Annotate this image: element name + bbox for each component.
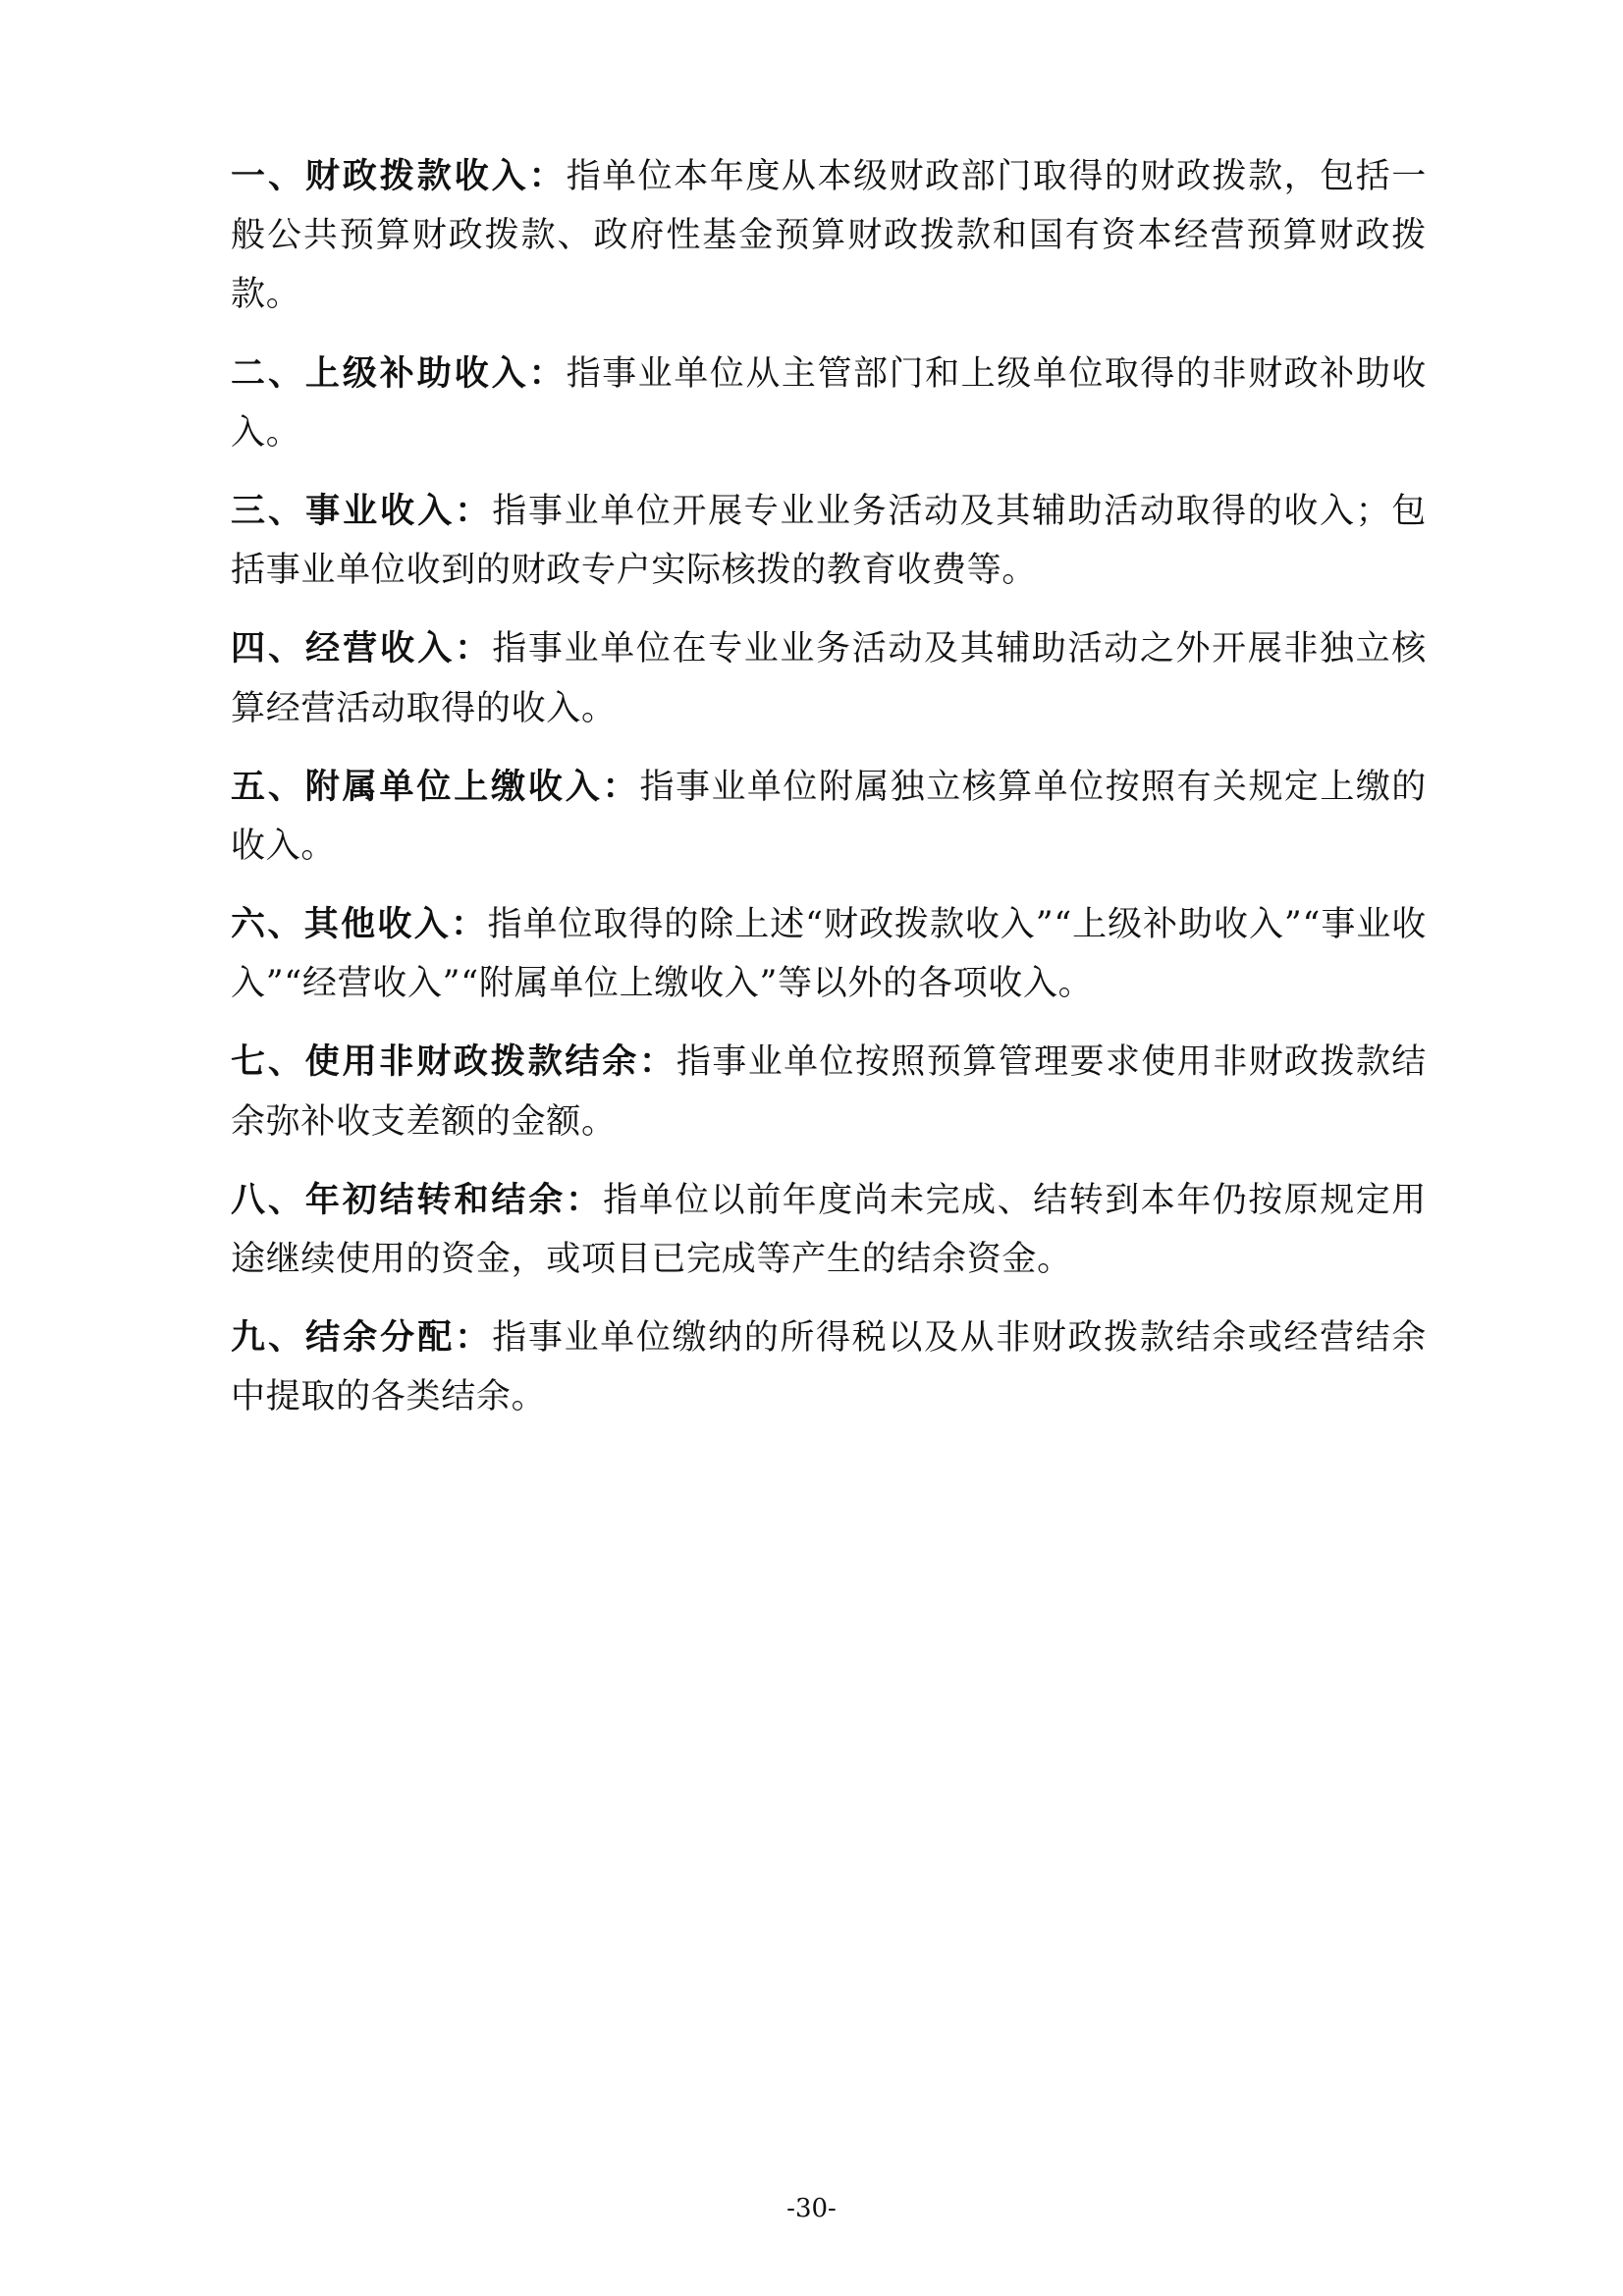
paragraph-1-lead: 一、财政拨款收入： bbox=[231, 156, 567, 196]
paragraph-7-lead: 七、使用非财政拨款结余： bbox=[231, 1041, 676, 1083]
paragraph-9-lead: 九、结余分配： bbox=[231, 1317, 493, 1359]
paragraph-3-lead: 三、事业收入： bbox=[231, 490, 493, 531]
paragraph-5 bbox=[231, 758, 1427, 876]
paragraph-7 bbox=[231, 1033, 1427, 1150]
paragraph-2-text: 指事业单位从主管部门和上级单位取得的非财政补助收入。 bbox=[231, 353, 1427, 453]
paragraph-3-text: 指事业单位开展专业业务活动及其辅助活动取得的收入；包括事业单位收到的财政专户实际核拨的教育收费等。 bbox=[231, 491, 1428, 591]
paragraph-6-text: 指单位取得的除上述“财政拨款收入”“上级补助收入”“事业收入”“经营收入”“附属单位上缴收入”等以外的各项收入。 bbox=[231, 905, 1427, 1004]
paragraph-4-lead: 四、经营收入： bbox=[231, 628, 493, 669]
paragraph-2-lead: 二、上级补助收入： bbox=[231, 352, 567, 394]
paragraph-5-lead: 五、附属单位上缴收入： bbox=[231, 766, 640, 807]
paragraph-1-text: 指单位本年度从本级财政部门取得的财政拨款，包括一般公共预算财政拨款、政府性基金预算财政拨款和国有资本经营预算财政拨款。 bbox=[231, 157, 1427, 315]
page-number: -30- bbox=[786, 2194, 837, 2223]
paragraph-8-lead: 八、年初结转和结余： bbox=[231, 1179, 604, 1220]
paragraph-9 bbox=[231, 1308, 1427, 1426]
paragraph-6 bbox=[231, 895, 1427, 1013]
paragraph-9-text: 指事业单位缴纳的所得税以及从非财政拨款结余或经营结余中提取的各类结余。 bbox=[231, 1318, 1428, 1417]
paragraph-3 bbox=[231, 482, 1427, 600]
paragraph-2 bbox=[231, 345, 1427, 462]
paragraph-6-lead: 六、其他收入： bbox=[231, 904, 488, 945]
paragraph-5-text: 指事业单位附属独立核算单位按照有关规定上缴的收入。 bbox=[231, 767, 1428, 866]
paragraph-4 bbox=[231, 619, 1427, 737]
paragraph-7-text: 指事业单位按照预算管理要求使用非财政拨款结余弥补收支差额的金额。 bbox=[231, 1042, 1428, 1142]
paragraph-4-text: 指事业单位在专业业务活动及其辅助活动之外开展非独立核算经营活动取得的收入。 bbox=[231, 629, 1428, 728]
paragraph-8-text: 指单位以前年度尚未完成、结转到本年仍按原规定用途继续使用的资金，或项目已完成等产生的结余资金。 bbox=[231, 1180, 1427, 1279]
paragraph-8 bbox=[231, 1171, 1427, 1289]
paragraph-1 bbox=[231, 147, 1427, 325]
